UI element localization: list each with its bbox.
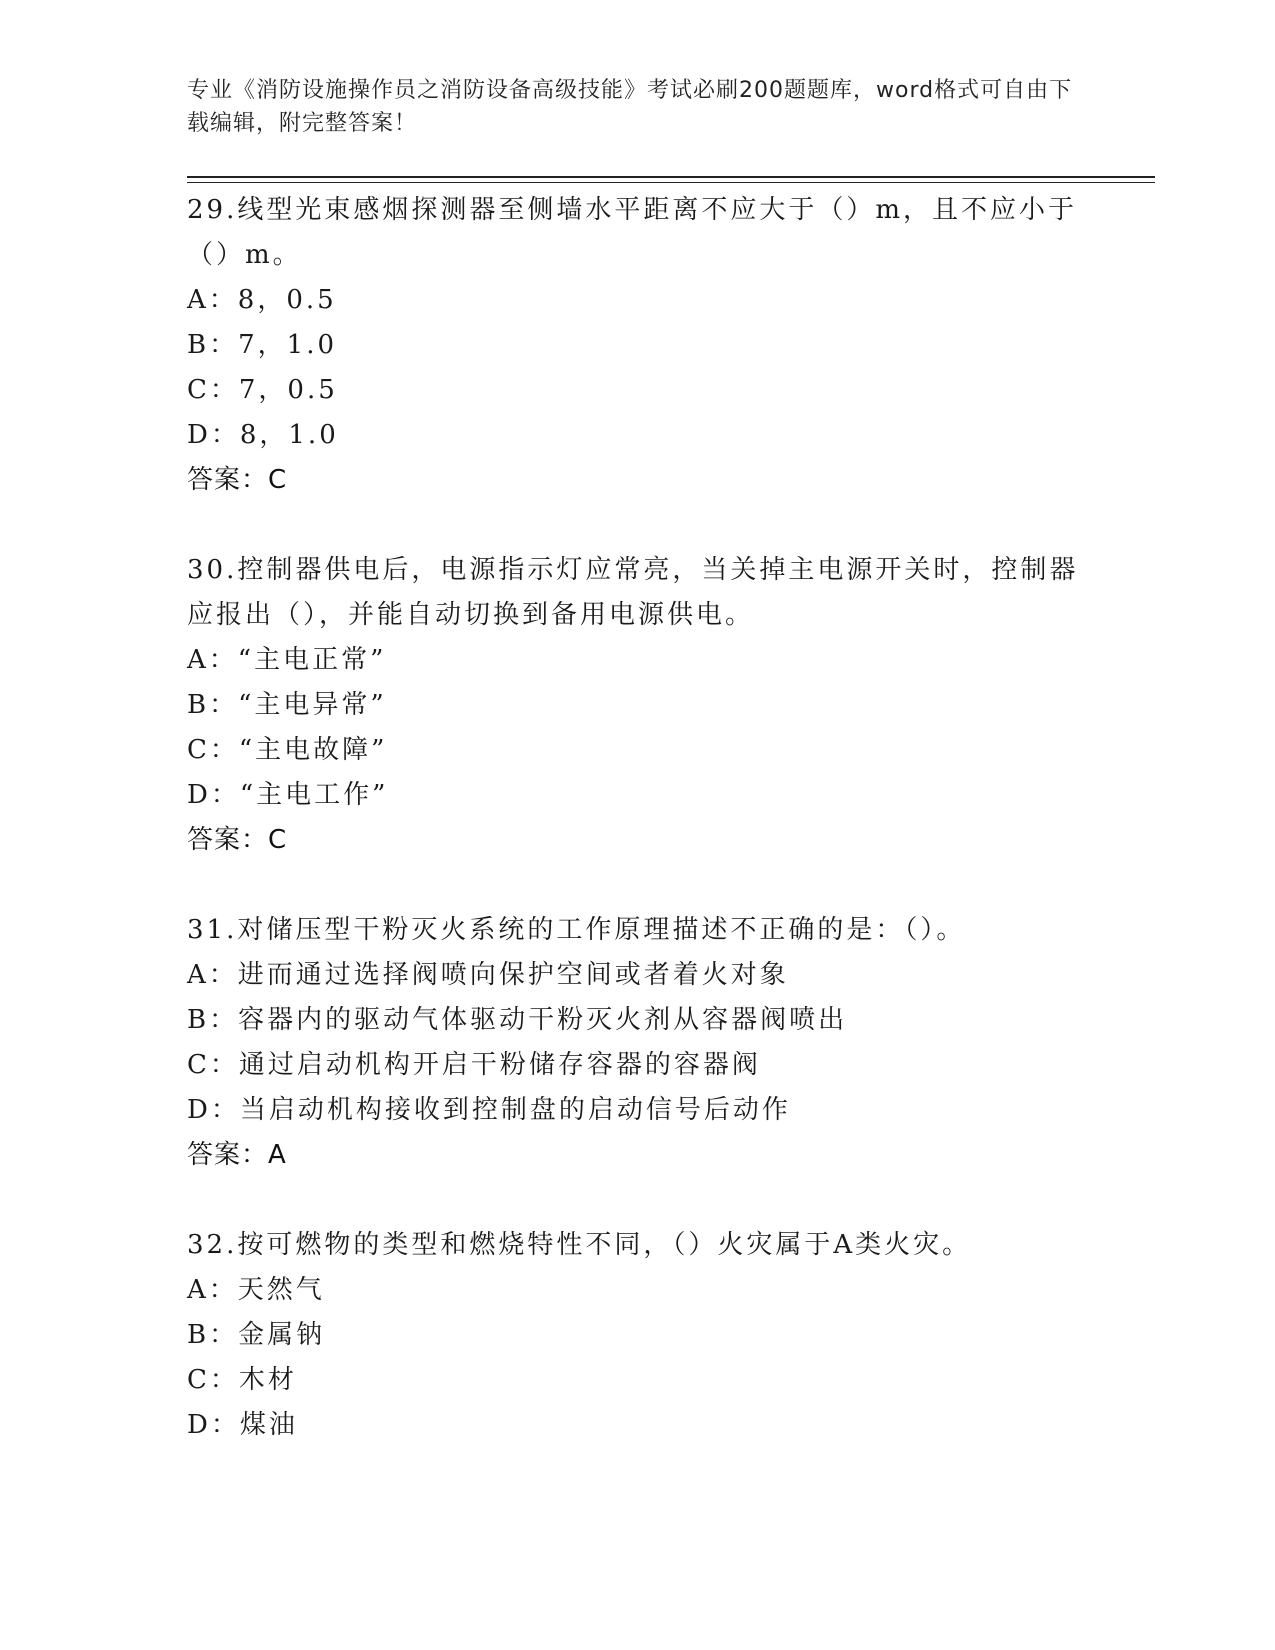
option-c: C：7，0.5 xyxy=(187,375,338,405)
option-a: A：进而通过选择阀喷向保护空间或者着火对象 xyxy=(187,960,789,990)
question-31 xyxy=(187,908,1087,1178)
option-d: D：8，1.0 xyxy=(187,420,339,450)
option-a: A：8，0.5 xyxy=(187,285,337,315)
option-b: B：7，1.0 xyxy=(187,330,337,360)
option-d: D：当启动机构接收到控制盘的启动信号后动作 xyxy=(187,1095,791,1125)
question-stem: 29.线型光束感烟探测器至侧墙水平距离不应大于（）m，且不应小于（）m。 xyxy=(187,195,1078,270)
option-c: C：通过启动机构开启干粉储存容器的容器阀 xyxy=(187,1050,761,1080)
question-stem: 31.对储压型干粉灭火系统的工作原理描述不正确的是：（）。 xyxy=(187,915,966,945)
option-d: D：“主电工作” xyxy=(187,780,389,810)
option-a: A：“主电正常” xyxy=(187,645,387,675)
header-divider-thick xyxy=(187,176,1155,178)
option-c: C：“主电故障” xyxy=(187,735,388,765)
answer-line: 答案：C xyxy=(187,825,288,855)
option-b: B：“主电异常” xyxy=(187,690,387,720)
question-list xyxy=(187,188,1087,1493)
option-d: D：煤油 xyxy=(187,1410,298,1440)
question-stem: 30.控制器供电后，电源指示灯应常亮，当关掉主电源开关时，控制器应报出（），并能自动切换到备用电源供电。 xyxy=(187,555,1079,630)
option-c: C：木材 xyxy=(187,1365,297,1395)
option-b: B：容器内的驱动气体驱动干粉灭火剂从容器阀喷出 xyxy=(187,1005,848,1035)
option-a: A：天然气 xyxy=(187,1275,325,1305)
answer-line: 答案：C xyxy=(187,465,288,495)
option-b: B：金属钠 xyxy=(187,1320,326,1350)
question-30 xyxy=(187,548,1087,863)
question-29 xyxy=(187,188,1087,503)
document-header: 专业《消防设施操作员之消防设备高级技能》考试必刷200题题库，word格式可自由下载编辑，附完整答案！ xyxy=(187,78,1073,136)
question-stem: 32.按可燃物的类型和燃烧特性不同，（）火灾属于A类火灾。 xyxy=(187,1230,972,1260)
header-divider-thin xyxy=(187,182,1155,183)
question-32 xyxy=(187,1223,1087,1448)
answer-line: 答案：A xyxy=(187,1140,287,1170)
